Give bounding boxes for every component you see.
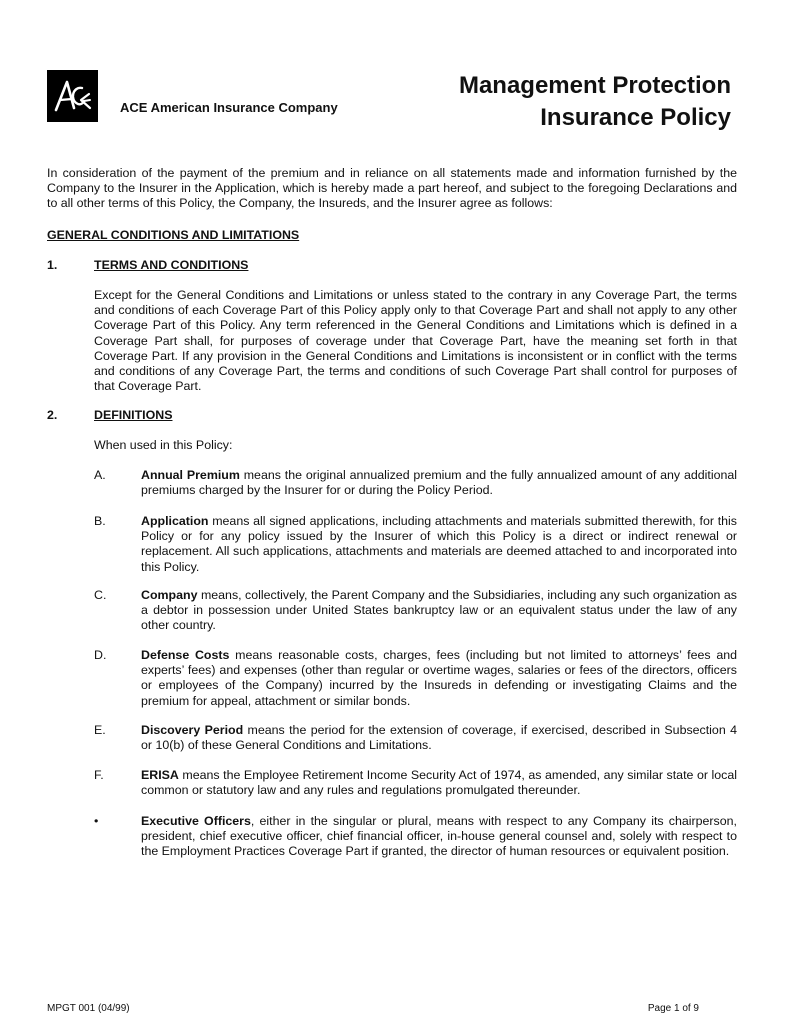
definition-item [94, 588, 737, 634]
definition-term: Application [141, 514, 209, 528]
intro-paragraph: In consideration of the payment of the premium and in reliance on all statements made and information furnished by the Company to the Insurer in the Application, which is hereby made a part hereof, and subject to the foregoing Declarations and to all other terms of this Policy, the Company, the Insureds, and the Insurer agree as follows: [47, 166, 737, 211]
definition-text: means all signed applications, including attachments and materials submitted therewith, for this Policy or for any policy issued by the Insurer of which this Policy is a direct or indirect renewal or replacement. All such applications, attachments and materials are deemed attached to and incorporated into this Policy. [141, 514, 737, 574]
ace-logo-mark [47, 70, 98, 122]
definition-letter: C. [94, 588, 107, 602]
definition-item [94, 514, 737, 575]
section-2-body: When used in this Policy: [94, 438, 233, 452]
definition-text: means, collectively, the Parent Company and the Subsidiaries, including any such organization as a debtor in possession under United States bankruptcy law or an equivalent status under the law of any other country. [141, 588, 737, 633]
page-number: Page 1 of 9 [647, 1003, 699, 1014]
definition-letter: D. [94, 648, 107, 662]
definition-text: means the Employee Retirement Income Security Act of 1974, as amended, any similar state or local common or statutory law and any rules and regulations promulgated thereunder. [141, 768, 737, 798]
section-1-number: 1. [47, 258, 58, 272]
section-1-title: TERMS AND CONDITIONS [94, 258, 249, 272]
definition-item [94, 723, 737, 753]
definition-text: , either in the singular or plural, means with respect to any Company its chairperson, president, chief executive officer, chief financial officer, in-house general counsel and, solely with respect to the Employment Practices Coverage Part if granted, the director of human resources or equivalent position. [141, 814, 737, 859]
section-2-number: 2. [47, 408, 58, 422]
section-1-body: Except for the General Conditions and Limitations or unless stated to the contrary in any Coverage Part, the terms and conditions of each Coverage Part of this Policy apply only to that Coverage Part and shall not apply to any other Coverage Part of this Policy. Any term referenced in the General Conditions and Limitations which is defined in a Coverage Part shall, for purposes of coverage under that Coverage Part, have the meaning set forth in that Coverage Part. If any provision in the General Conditions and Limitations is inconsistent or in conflict with the terms and conditions of any Coverage Part, the terms and conditions of such Coverage Part shall control for purposes of that Coverage Part. [94, 288, 737, 394]
section-2-title: DEFINITIONS [94, 408, 173, 422]
definition-term: Defense Costs [141, 648, 230, 662]
definition-bullet: • [94, 814, 99, 828]
definition-item [94, 768, 737, 798]
general-conditions-heading: GENERAL CONDITIONS AND LIMITATIONS [47, 228, 300, 242]
definition-term: Annual Premium [141, 468, 240, 482]
definition-letter: B. [94, 514, 106, 528]
title-line-1: Management Protection [458, 72, 731, 99]
company-name: ACE American Insurance Company [120, 100, 338, 115]
definition-term: Company [141, 588, 198, 602]
definition-term: Discovery Period [141, 723, 244, 737]
definition-item [94, 468, 737, 498]
ace-logo [47, 70, 98, 122]
definition-text: means the period for the extension of coverage, if exercised, described in Subsection 4 or 10(b) of these General Conditions and Limitations. [141, 723, 737, 753]
definition-item [94, 648, 737, 709]
definition-letter: F. [94, 768, 104, 782]
definition-item [94, 814, 737, 860]
definition-letter: A. [94, 468, 106, 482]
definition-letter: E. [94, 723, 106, 737]
definition-text: means the original annualized premium and the fully annualized amount of any additional premiums charged by the Insurer for or during the Policy Period. [141, 468, 737, 498]
page-title [459, 70, 731, 134]
form-number: MPGT 001 (04/99) [47, 1003, 130, 1014]
definition-text: means reasonable costs, charges, fees (including but not limited to attorneys’ fees and experts’ fees) and expenses (other than regular or overtime wages, salaries or fees of the directors, officers or employees of the Company) incurred by the Insureds in defending or investigating Claims and the premium for appeal, attachment or similar bonds. [141, 648, 737, 708]
title-line-2: Insurance Policy [540, 104, 731, 131]
definition-term: Executive Officers [141, 814, 251, 828]
definition-term: ERISA [141, 768, 179, 782]
